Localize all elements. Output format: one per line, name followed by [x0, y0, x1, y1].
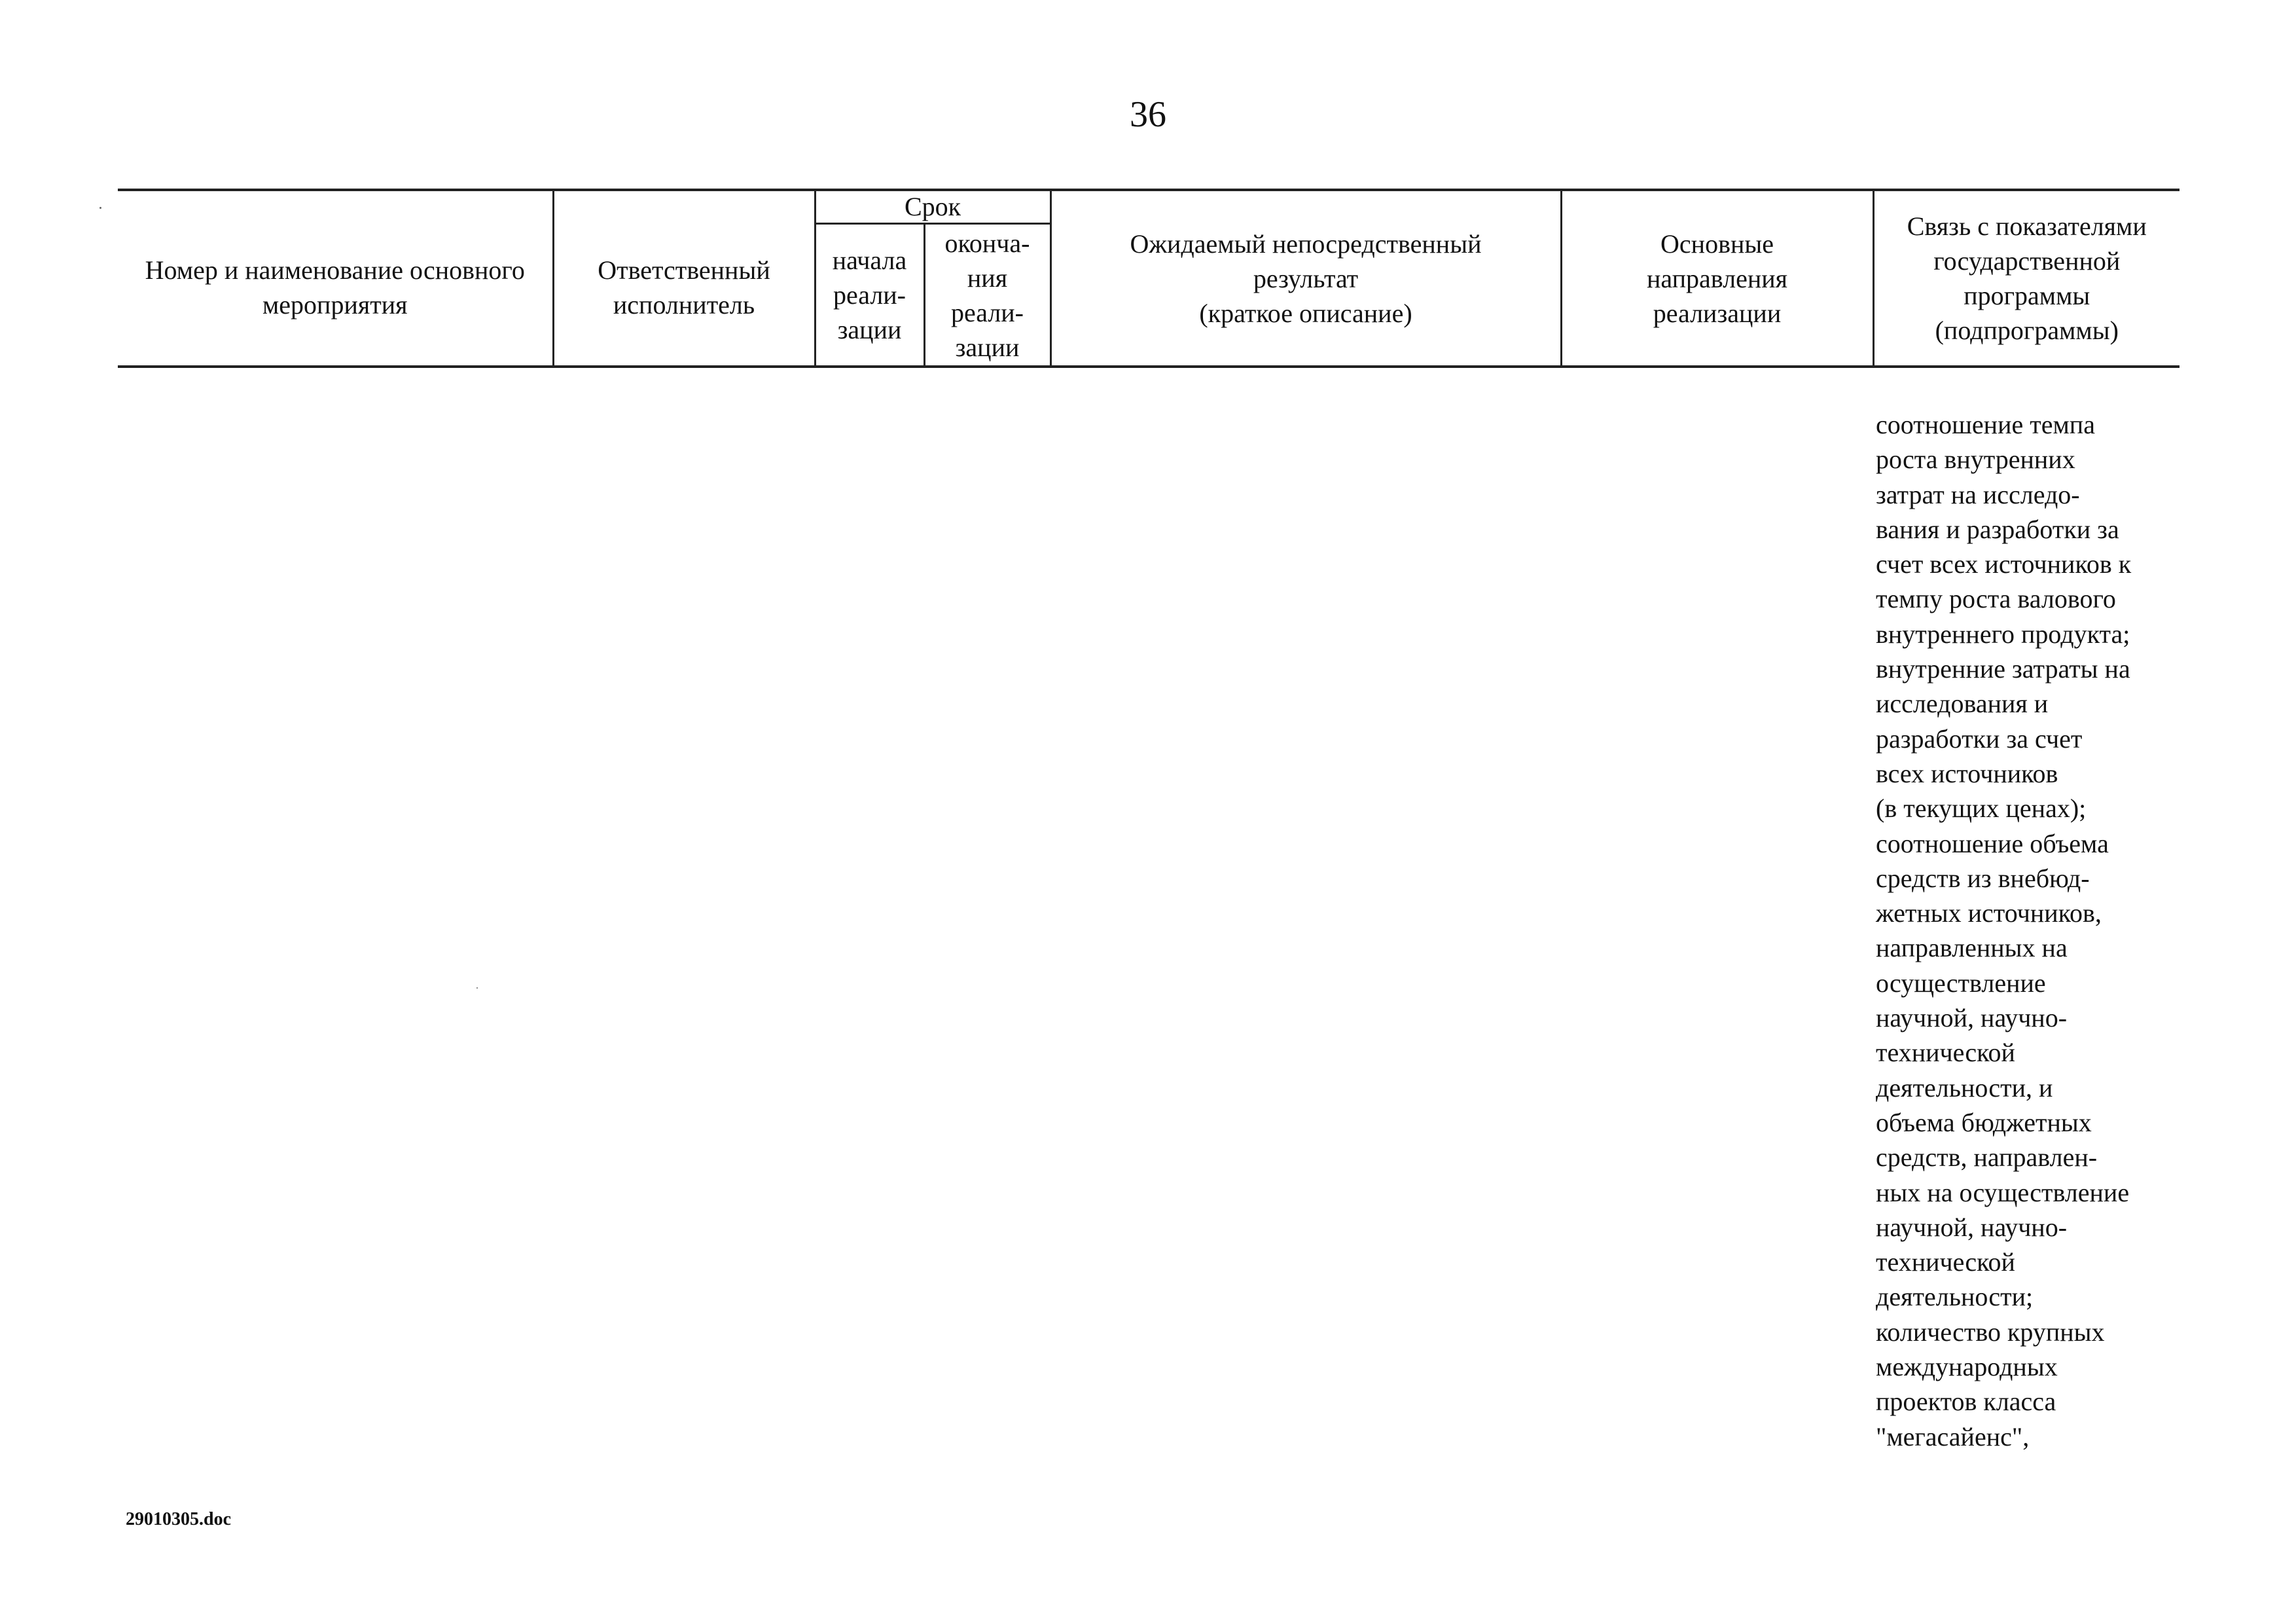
scan-speck [99, 207, 101, 209]
table-header [118, 189, 2179, 368]
header-directions: Основные направления реализации [1561, 190, 1873, 367]
page-number: 36 [1130, 94, 1166, 135]
header-term-start: начала реали- зации [815, 224, 924, 367]
header-term-group: Срок [815, 190, 1050, 224]
header-result: Ожидаемый непосредственный результат (краткое описание) [1050, 190, 1561, 367]
link-cell-text: соотношение темпа роста внутренних затрат на исследо- вания и разработки за счет всех источников к темпу роста валового внутреннего продукта; внутренние затраты на исследования и разработки за счет всех источников (в текущих ценах); соотношение объема средств из внебюд- жетных источников, направленных на осуществление научной, научно- технической деятельности, и объема бюджетных средств, направлен- ных на осуществление научной, научно- технической деятельности; количество крупных международных проектов класса "мегасайенс", [1876, 410, 2132, 1451]
header-executor: Ответственный исполнитель [553, 190, 815, 367]
scan-speck [476, 987, 478, 989]
footer-file-name: 29010305.doc [126, 1509, 231, 1529]
header-activity: Номер и наименование основного мероприятия [118, 190, 553, 367]
header-link: Связь с показателями государственной программы (подпрограммы) [1873, 190, 2179, 367]
header-term-end: оконча- ния реали- зации [924, 224, 1050, 367]
